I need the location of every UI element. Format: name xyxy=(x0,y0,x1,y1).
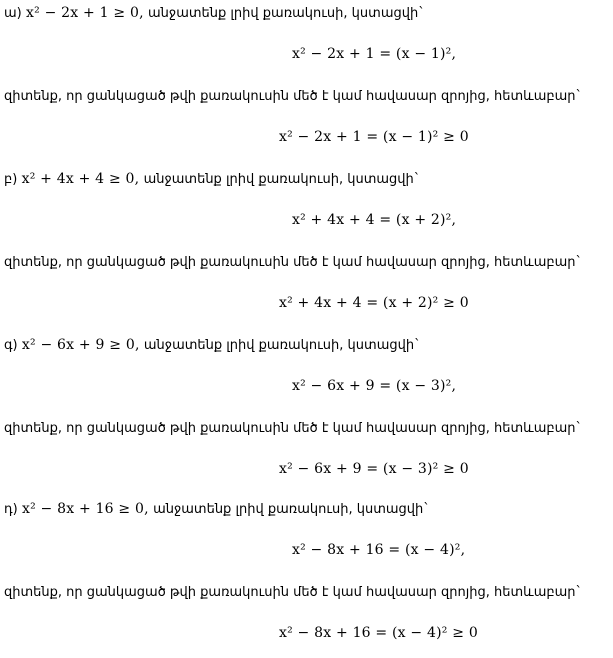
inequality: x² − 6x + 9 ≥ 0, xyxy=(21,337,140,353)
intro-text: անջատենք լրիվ քառակուսի, կստացվի` xyxy=(143,172,421,187)
problem-statement xyxy=(4,500,430,518)
conclusion-equation: x² − 8x + 16 = (x − 4)² ≥ 0 xyxy=(279,625,478,641)
section-b xyxy=(0,166,613,328)
section-label: դ) xyxy=(4,502,18,517)
section-a xyxy=(0,0,613,162)
conclusion-equation: x² + 4x + 4 = (x + 2)² ≥ 0 xyxy=(279,295,469,311)
section-label: բ) xyxy=(4,172,18,187)
conclusion-equation: x² − 2x + 1 = (x − 1)² ≥ 0 xyxy=(279,129,469,145)
note-text: զիտենք, որ ցանկացած թվի քառակուսին մեծ է կամ հավասար զրոյից, հետևաբար` xyxy=(4,585,583,600)
conclusion-equation: x² − 6x + 9 = (x − 3)² ≥ 0 xyxy=(279,461,469,477)
inequality: x² + 4x + 4 ≥ 0, xyxy=(21,171,140,187)
inequality: x² − 8x + 16 ≥ 0, xyxy=(22,501,149,517)
section-d xyxy=(0,496,613,658)
section-label: ա) xyxy=(4,6,22,21)
intro-text: անջատենք լրիվ քառակուսի, կստացվի` xyxy=(153,502,430,517)
completion-equation: x² − 8x + 16 = (x − 4)², xyxy=(292,542,466,558)
note-text: զիտենք, որ ցանկացած թվի քառակուսին մեծ է կամ հավասար զրոյից, հետևաբար` xyxy=(4,255,583,270)
note-text: զիտենք, որ ցանկացած թվի քառակուսին մեծ է կամ հավասար զրոյից, հետևաբար` xyxy=(4,89,583,104)
completion-equation: x² − 6x + 9 = (x − 3)², xyxy=(292,378,457,394)
intro-text: անջատենք լրիվ քառակուսի, կստացվի` xyxy=(143,338,421,353)
completion-equation: x² − 2x + 1 = (x − 1)², xyxy=(292,46,457,62)
inequality: x² − 2x + 1 ≥ 0, xyxy=(26,5,144,21)
intro-text: անջատենք լրիվ քառակուսի, կստացվի` xyxy=(148,6,425,21)
problem-statement xyxy=(4,336,421,354)
completion-equation: x² + 4x + 4 = (x + 2)², xyxy=(292,212,457,228)
problem-statement xyxy=(4,4,425,22)
section-label: գ) xyxy=(4,338,18,353)
section-c xyxy=(0,332,613,494)
note-text: զիտենք, որ ցանկացած թվի քառակուսին մեծ է կամ հավասար զրոյից, հետևաբար` xyxy=(4,421,583,436)
problem-statement xyxy=(4,170,420,188)
